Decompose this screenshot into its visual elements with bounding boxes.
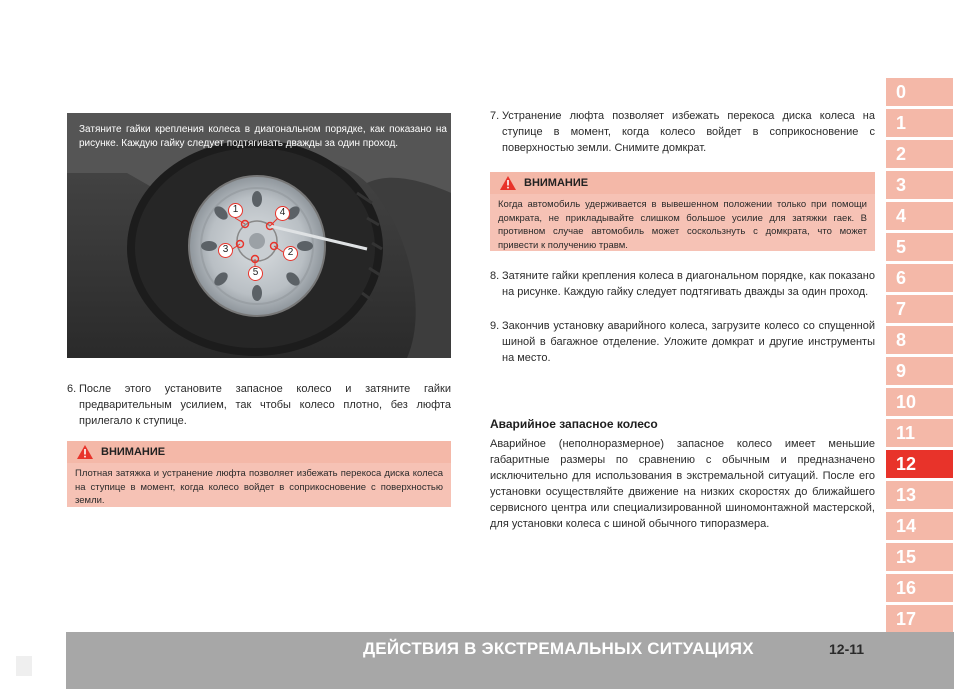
step-9-number: 9.: [490, 320, 500, 332]
warning-box-right: [490, 172, 875, 251]
photo-caption: Затяните гайки крепления колеса в диагональном порядке, как показано на рисунке. Каждую гайку следует подтягивать дважды за один проход.: [79, 124, 447, 149]
step-8: [490, 268, 875, 300]
warning-triangle-icon: [500, 176, 516, 190]
section-title: Аварийное запасное колесо: [490, 417, 658, 431]
chapter-tab-11[interactable]: 11: [886, 419, 953, 447]
chapter-tab-12[interactable]: 12: [886, 450, 953, 478]
wheel-photo: [67, 113, 451, 358]
step-6-text: После этого установите запасное колесо и затяните гайки предварительным усилием, так чтобы колесо плотно, без люфта прилегало к ступице.: [79, 383, 451, 427]
warning-header: [490, 172, 875, 194]
lug-nut-marker-2: 2: [283, 246, 298, 261]
step-7: [490, 108, 875, 156]
page-number: 12-11: [829, 641, 865, 657]
section-text: Аварийное (неполноразмерное) запасное колесо имеет меньшие габаритные размеры по сравнению с обычным и предназначено исключительно для использования в экстремальной ситуаций. После его установки осуществляйте движение на низких скоростях до ближайшего сервисного центра или специализированной шиномонтажной мастерской, для установки колеса с шиной обычного типоразмера.: [490, 438, 875, 530]
warning-title: ВНИМАНИЕ: [524, 177, 589, 189]
chapter-title: ДЕЙСТВИЯ В ЭКСТРЕМАЛЬНЫХ СИТУАЦИЯХ: [363, 639, 754, 658]
chapter-tab-10[interactable]: 10: [886, 388, 953, 416]
warning-triangle-icon: [77, 445, 93, 459]
step-7-text: Устранение люфта позволяет избежать перекоса диска колеса на ступице в момент, когда колесо войдет в соприкосновение с поверхностью земли. Снимите домкрат.: [502, 110, 875, 154]
chapter-tab-17[interactable]: 17: [886, 605, 953, 633]
step-9-text: Закончив установку аварийного колеса, загрузите колесо со спущенной шиной в багажное отделение. Уложите домкрат и другие инструменты на место.: [502, 320, 875, 364]
lug-nut-marker-4: 4: [275, 206, 290, 221]
chapter-tab-0[interactable]: 0: [886, 78, 953, 106]
step-6-number: 6.: [67, 383, 77, 395]
chapter-tab-7[interactable]: 7: [886, 295, 953, 323]
chapter-tab-5[interactable]: 5: [886, 233, 953, 261]
step-8-text: Затяните гайки крепления колеса в диагональном порядке, как показано на рисунке. Каждую гайку следует подтягивать дважды за один проход.: [502, 270, 875, 298]
lug-nut-marker-5: 5: [248, 266, 263, 281]
chapter-tab-14[interactable]: 14: [886, 512, 953, 540]
lug-nut-marker-1: 1: [228, 203, 243, 218]
step-9: [490, 318, 875, 366]
warning-box-left: [67, 441, 451, 507]
chapter-tab-8[interactable]: 8: [886, 326, 953, 354]
warning-title: ВНИМАНИЕ: [101, 446, 166, 458]
chapter-tab-13[interactable]: 13: [886, 481, 953, 509]
chapter-tab-15[interactable]: 15: [886, 543, 953, 571]
step-7-number: 7.: [490, 110, 500, 122]
chapter-tab-3[interactable]: 3: [886, 171, 953, 199]
chapter-tab-1[interactable]: 1: [886, 109, 953, 137]
chapter-tab-4[interactable]: 4: [886, 202, 953, 230]
warning-header: [67, 441, 451, 463]
step-6: [67, 381, 451, 429]
lug-nut-marker-3: 3: [218, 243, 233, 258]
chapter-tab-16[interactable]: 16: [886, 574, 953, 602]
warning-text: Когда автомобиль удерживается в вывешенном положении только при помощи домкрата, не прикладывайте слишком большое усилие для затяжки гаек. В противном случае автомобиль может соскользнуть с домкрата, что может привести к получению травм.: [498, 199, 867, 251]
chapter-tab-2[interactable]: 2: [886, 140, 953, 168]
warning-text: Плотная затяжка и устранение люфта позволяет избежать перекоса диска колеса на ступице в момент, когда колесо войдет в соприкосновение с поверхностью земли.: [75, 468, 443, 506]
chapter-tab-9[interactable]: 9: [886, 357, 953, 385]
chapter-tabs: [886, 78, 954, 636]
chapter-tab-6[interactable]: 6: [886, 264, 953, 292]
corner-mark: [16, 656, 32, 676]
page-footer: [66, 632, 954, 689]
step-8-number: 8.: [490, 270, 500, 282]
